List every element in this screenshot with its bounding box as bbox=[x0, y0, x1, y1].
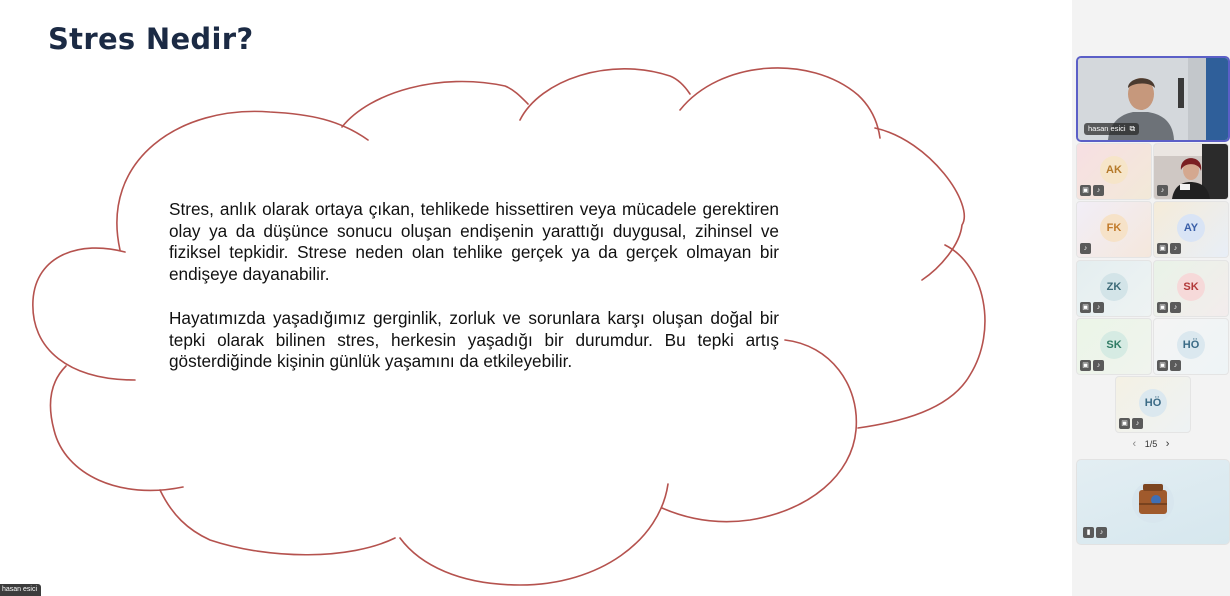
participant-pager bbox=[1072, 438, 1230, 450]
mic-icon: ♪ bbox=[1170, 243, 1181, 254]
active-speaker-video[interactable] bbox=[1076, 56, 1230, 142]
camera-off-icon: ▣ bbox=[1080, 360, 1091, 371]
participant-tile-ay[interactable] bbox=[1153, 201, 1229, 258]
participant-tile-fk[interactable] bbox=[1076, 201, 1152, 258]
signal-bars-icon: ▮ bbox=[1083, 527, 1094, 538]
avatar: SK bbox=[1100, 331, 1128, 359]
mic-icon: ♪ bbox=[1132, 418, 1143, 429]
camera-off-icon: ▣ bbox=[1119, 418, 1130, 429]
camera-off-icon: ▣ bbox=[1080, 302, 1091, 313]
screen-share-icon: ⧉ bbox=[1129, 124, 1136, 133]
camera-off-icon: ▣ bbox=[1157, 360, 1168, 371]
mic-icon: ♪ bbox=[1170, 360, 1181, 371]
chevron-left-icon[interactable]: ‹ bbox=[1132, 438, 1137, 450]
mic-icon: ♪ bbox=[1093, 185, 1104, 196]
participant-tile-ho-2[interactable] bbox=[1115, 376, 1191, 433]
participant-tile-ho[interactable] bbox=[1153, 318, 1229, 375]
participant-tile-zk[interactable] bbox=[1076, 260, 1152, 317]
mic-icon: ♪ bbox=[1093, 360, 1104, 371]
participant-tile-sk[interactable] bbox=[1153, 260, 1229, 317]
camera-off-icon: ▣ bbox=[1157, 243, 1168, 254]
presenter-name-tag: hasan esici bbox=[0, 584, 41, 596]
avatar: HÖ bbox=[1139, 389, 1167, 417]
mic-icon: ♪ bbox=[1080, 243, 1091, 254]
mic-icon: ♪ bbox=[1093, 302, 1104, 313]
mic-off-icon[interactable]: ♪ bbox=[1096, 527, 1107, 538]
participant-tile-sk-2[interactable] bbox=[1076, 318, 1152, 375]
avatar: ZK bbox=[1100, 273, 1128, 301]
camera-off-icon: ▣ bbox=[1080, 185, 1091, 196]
camera-off-icon: ▣ bbox=[1157, 302, 1168, 313]
mic-icon: ♪ bbox=[1170, 302, 1181, 313]
slide-title: Stres Nedir? bbox=[48, 22, 254, 56]
pager-label: 1/5 bbox=[1144, 439, 1158, 449]
self-video-tile[interactable] bbox=[1076, 459, 1230, 545]
avatar: SK bbox=[1177, 273, 1205, 301]
chevron-right-icon[interactable]: › bbox=[1165, 438, 1170, 450]
active-speaker-name-pill bbox=[1084, 123, 1139, 135]
active-speaker-name: hasan esici bbox=[1088, 124, 1126, 133]
slide-paragraph-1: Stres, anlık olarak ortaya çıkan, tehlikede hissettiren veya mücadele gerektiren olay ya da düşünce sonucu oluşan endişenin yarattığı duygusal, zihinsel ve fiziksel tepkidir. Strese neden olan tehlike gerçek ya da gerçek olmayan bir endişeye dayanabilir. bbox=[169, 199, 779, 284]
avatar: HÖ bbox=[1177, 331, 1205, 359]
avatar: AY bbox=[1177, 214, 1205, 242]
avatar: FK bbox=[1100, 214, 1128, 242]
participant-tile-video[interactable] bbox=[1153, 143, 1229, 200]
mic-icon: ♪ bbox=[1157, 185, 1168, 196]
slide-paragraph-2: Hayatımızda yaşadığımız gerginlik, zorluk ve sorunlara karşı oluşan doğal bir tepki olarak bilinen stres, herkesin yaşadığı bir durumdur. Bu tepki artış gösterdiğinde kişinin günlük yaşamını da etkileyebilir. bbox=[169, 308, 779, 371]
avatar: AK bbox=[1100, 156, 1128, 184]
participant-tile-ak[interactable] bbox=[1076, 143, 1152, 200]
